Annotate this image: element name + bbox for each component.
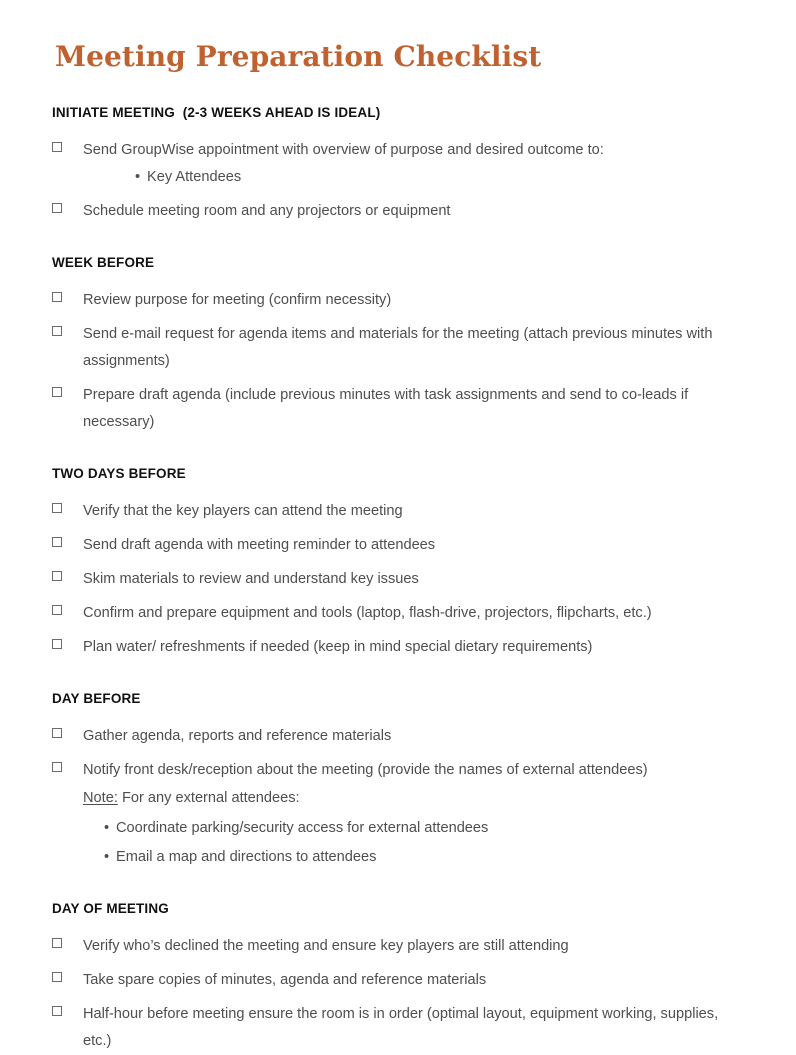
checkbox-icon[interactable]: [52, 1006, 65, 1019]
checkbox-box: [52, 972, 62, 982]
checklist-item-label: Confirm and prepare equipment and tools (laptop, flash-drive, projectors, flipcharts, etc.): [83, 605, 652, 621]
checklist-items: [52, 287, 741, 436]
checklist-item-label: Send GroupWise appointment with overview of purpose and desired outcome to:: [83, 142, 604, 158]
checkbox-box: [52, 503, 62, 513]
checkbox-icon[interactable]: [52, 326, 65, 339]
checkbox-box: [52, 938, 62, 948]
checklist-items: [52, 933, 741, 1055]
sub-bullet-item: [52, 815, 741, 842]
checkbox-icon[interactable]: [52, 605, 65, 618]
checklist-item[interactable]: [52, 566, 741, 593]
checkbox-box: [52, 203, 62, 213]
checklist-item-label: Schedule meeting room and any projectors or equipment: [83, 203, 451, 219]
bullet-dot-icon: •: [104, 849, 110, 865]
checkbox-icon[interactable]: [52, 537, 65, 550]
checklist-item[interactable]: [52, 198, 741, 225]
note-block: [52, 785, 741, 871]
checkbox-icon[interactable]: [52, 972, 65, 985]
sub-bullet-label: Coordinate parking/security access for external attendees: [116, 820, 489, 836]
checklist-item[interactable]: [52, 1001, 741, 1055]
checklist-item[interactable]: [52, 137, 741, 191]
checklist-section: [52, 104, 741, 225]
checkbox-box: [52, 387, 62, 397]
checkbox-box: [52, 728, 62, 738]
checkbox-box: [52, 326, 62, 336]
sub-bullet-item: [83, 164, 741, 191]
note-text: For any external attendees:: [117, 790, 300, 806]
checklist-item[interactable]: [52, 600, 741, 627]
checklist-item-label: Notify front desk/reception about the meeting (provide the names of external attendees): [83, 762, 648, 778]
bullet-dot-icon: •: [104, 820, 110, 836]
checklist-item-label: Review purpose for meeting (confirm necessity): [83, 292, 392, 308]
checklist-item[interactable]: [52, 757, 741, 784]
note-label: Note:: [83, 790, 118, 806]
checkbox-icon[interactable]: [52, 762, 65, 775]
checklist-item-label: Send e-mail request for agenda items and materials for the meeting (attach previous minutes with assignments): [83, 326, 713, 369]
checkbox-box: [52, 1006, 62, 1016]
checklist-item[interactable]: [52, 634, 741, 661]
checklist-item-label: Verify that the key players can attend the meeting: [83, 503, 403, 519]
checklist-items: [52, 723, 741, 784]
checkbox-icon[interactable]: [52, 203, 65, 216]
checklist-item[interactable]: [52, 532, 741, 559]
checklist-item[interactable]: [52, 321, 741, 375]
checklist-item[interactable]: [52, 382, 741, 436]
checklist-item-label: Gather agenda, reports and reference materials: [83, 728, 392, 744]
checkbox-icon[interactable]: [52, 503, 65, 516]
checkbox-icon[interactable]: [52, 292, 65, 305]
checklist-items: [52, 137, 741, 225]
sub-bullet-label: Email a map and directions to attendees: [116, 849, 377, 865]
checkbox-box: [52, 571, 62, 581]
sub-bullet-list: [52, 815, 741, 871]
checklist-section: [52, 690, 741, 871]
checklist-item-label: Take spare copies of minutes, agenda and reference materials: [83, 972, 487, 988]
checklist-item-label: Prepare draft agenda (include previous minutes with task assignments and send to co-leads if necessary): [83, 387, 689, 430]
checkbox-box: [52, 762, 62, 772]
checklist-item-label: Skim materials to review and understand key issues: [83, 571, 419, 587]
checklist-section: [52, 900, 741, 1055]
checklist-item[interactable]: [52, 723, 741, 750]
section-heading: DAY BEFORE: [52, 691, 141, 706]
sub-bullet-item: [52, 844, 741, 871]
checklist-sections: [52, 104, 741, 1055]
section-heading: TWO DAYS BEFORE: [52, 466, 186, 481]
checkbox-icon[interactable]: [52, 571, 65, 584]
checklist-item-label: Verify who’s declined the meeting and ensure key players are still attending: [83, 938, 569, 954]
checklist-item-label: Send draft agenda with meeting reminder to attendees: [83, 537, 436, 553]
checkbox-box: [52, 605, 62, 615]
checklist-section: [52, 254, 741, 436]
checklist-items: [52, 498, 741, 661]
sub-bullet-label: Key Attendees: [147, 169, 242, 185]
checkbox-icon[interactable]: [52, 938, 65, 951]
checkbox-box: [52, 142, 62, 152]
checklist-item[interactable]: [52, 498, 741, 525]
checkbox-icon[interactable]: [52, 639, 65, 652]
checklist-item-label: Plan water/ refreshments if needed (keep in mind special dietary requirements): [83, 639, 593, 655]
checklist-item[interactable]: [52, 967, 741, 994]
checkbox-box: [52, 639, 62, 649]
checklist-item[interactable]: [52, 933, 741, 960]
section-heading: WEEK BEFORE: [52, 255, 155, 270]
section-heading: DAY OF MEETING: [52, 901, 169, 916]
note-line: [52, 785, 741, 812]
checklist-item-label: Half-hour before meeting ensure the room is in order (optimal layout, equipment working, supplies, etc.): [83, 1006, 719, 1049]
checkbox-box: [52, 292, 62, 302]
section-heading: INITIATE MEETING (2-3 WEEKS AHEAD IS IDEAL): [52, 105, 381, 120]
checkbox-icon[interactable]: [52, 387, 65, 400]
checklist-section: [52, 465, 741, 661]
page-title: Meeting Preparation Checklist: [55, 40, 542, 73]
sub-bullet-list: [83, 164, 741, 191]
checklist-item[interactable]: [52, 287, 741, 314]
checkbox-icon[interactable]: [52, 728, 65, 741]
bullet-dot-icon: •: [135, 169, 141, 185]
checkbox-box: [52, 537, 62, 547]
checkbox-icon[interactable]: [52, 142, 65, 155]
